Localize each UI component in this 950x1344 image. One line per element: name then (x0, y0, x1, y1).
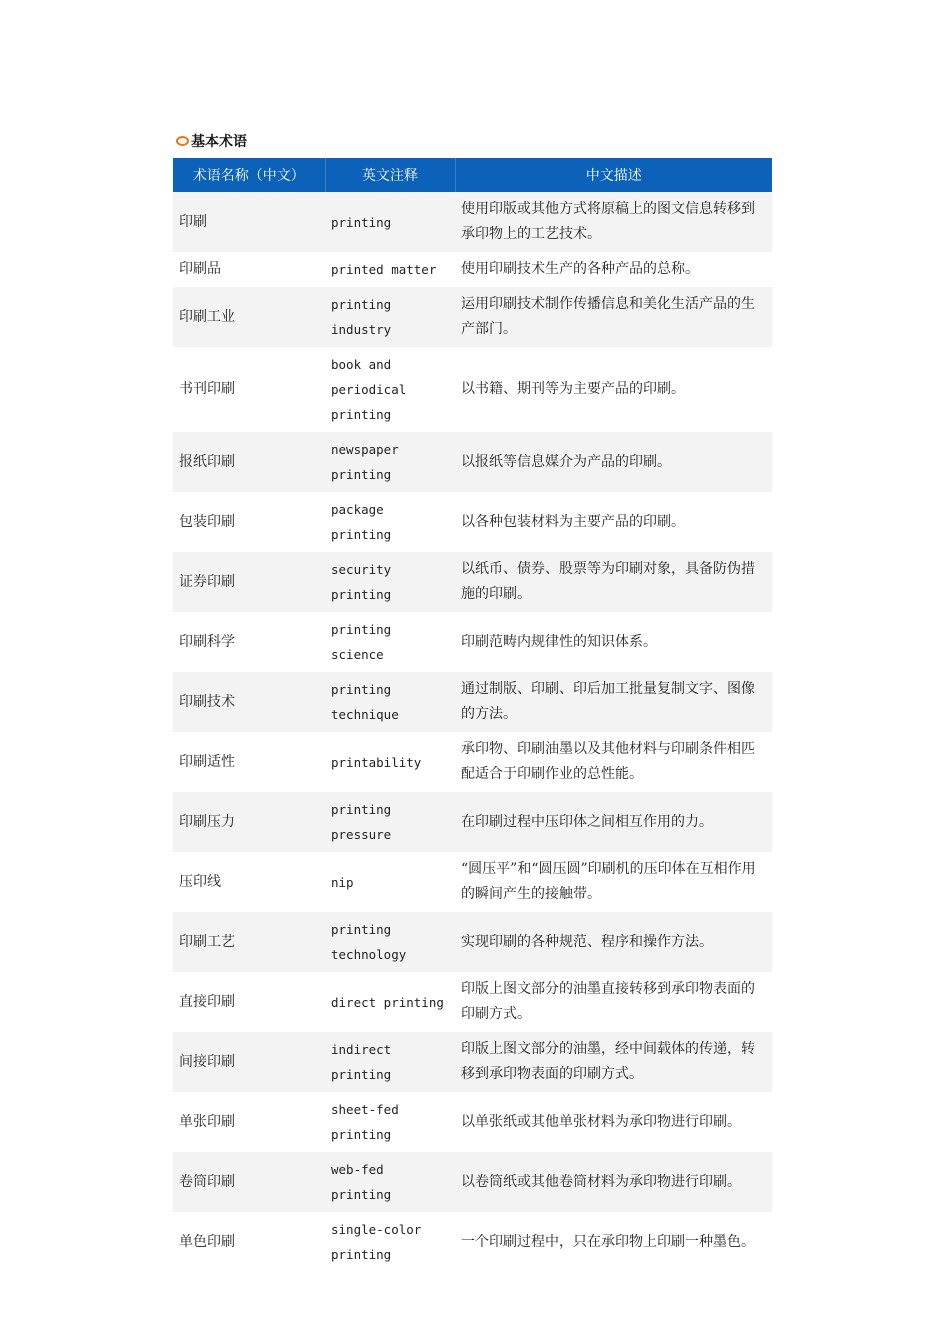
term-cn-cell: 证券印刷 (173, 552, 325, 612)
term-cn-cell: 印刷科学 (173, 612, 325, 672)
orange-ring-icon (176, 136, 189, 146)
term-cn-cell: 印刷技术 (173, 672, 325, 732)
table-row (173, 792, 772, 852)
term-en-cell: single-color printing (325, 1212, 455, 1272)
term-en-cell: book and periodical printing (325, 347, 455, 432)
term-cn-cell: 印刷工业 (173, 287, 325, 347)
term-en-cell: printing science (325, 612, 455, 672)
description-cell: 以各种包装材料为主要产品的印刷。 (455, 492, 772, 552)
table-row (173, 1212, 772, 1272)
description-cell: 运用印刷技术制作传播信息和美化生活产品的生产部门。 (455, 287, 772, 347)
term-en-cell: package printing (325, 492, 455, 552)
term-cn-cell: 报纸印刷 (173, 432, 325, 492)
table-row (173, 252, 772, 287)
header-term-cn: 术语名称（中文） (173, 158, 325, 192)
term-en-cell: direct printing (325, 972, 455, 1032)
description-cell: 以报纸等信息媒介为产品的印刷。 (455, 432, 772, 492)
description-cell: 通过制版、印刷、印后加工批量复制文字、图像的方法。 (455, 672, 772, 732)
table-header-row (173, 158, 772, 192)
term-en-cell: sheet-fed printing (325, 1092, 455, 1152)
description-cell: 以卷筒纸或其他卷筒材料为承印物进行印刷。 (455, 1152, 772, 1212)
header-description: 中文描述 (455, 158, 772, 192)
description-cell: 使用印版或其他方式将原稿上的图文信息转移到承印物上的工艺技术。 (455, 192, 772, 252)
term-en-cell: indirect printing (325, 1032, 455, 1092)
term-en-cell: printing industry (325, 287, 455, 347)
term-cn-cell: 间接印刷 (173, 1032, 325, 1092)
table-row (173, 492, 772, 552)
description-cell: 以纸币、债券、股票等为印刷对象，具备防伪措施的印刷。 (455, 552, 772, 612)
term-cn-cell: 印刷品 (173, 252, 325, 287)
description-cell: 实现印刷的各种规范、程序和操作方法。 (455, 912, 772, 972)
term-cn-cell: 包装印刷 (173, 492, 325, 552)
term-en-cell: printability (325, 732, 455, 792)
table-row (173, 732, 772, 792)
term-en-cell: printing (325, 192, 455, 252)
table-row (173, 552, 772, 612)
term-cn-cell: 印刷适性 (173, 732, 325, 792)
term-cn-cell: 压印线 (173, 852, 325, 912)
description-cell: 使用印刷技术生产的各种产品的总称。 (455, 252, 772, 287)
description-cell: 在印刷过程中压印体之间相互作用的力。 (455, 792, 772, 852)
table-row (173, 972, 772, 1032)
table-row (173, 432, 772, 492)
term-cn-cell: 印刷工艺 (173, 912, 325, 972)
term-en-cell: web-fed printing (325, 1152, 455, 1212)
term-en-cell: printing technology (325, 912, 455, 972)
description-cell: 以书籍、期刊等为主要产品的印刷。 (455, 347, 772, 432)
term-en-cell: printed matter (325, 252, 455, 287)
description-cell: 承印物、印刷油墨以及其他材料与印刷条件相匹配适合于印刷作业的总性能。 (455, 732, 772, 792)
description-cell: 以单张纸或其他单张材料为承印物进行印刷。 (455, 1092, 772, 1152)
table-row (173, 1092, 772, 1152)
header-term-en: 英文注释 (325, 158, 455, 192)
term-cn-cell: 单张印刷 (173, 1092, 325, 1152)
description-cell: 印版上图文部分的油墨，经中间载体的传递，转移到承印物表面的印刷方式。 (455, 1032, 772, 1092)
terms-table (173, 158, 772, 1272)
term-cn-cell: 印刷 (173, 192, 325, 252)
term-en-cell: newspaper printing (325, 432, 455, 492)
term-cn-cell: 印刷压力 (173, 792, 325, 852)
term-cn-cell: 书刊印刷 (173, 347, 325, 432)
table-row (173, 287, 772, 347)
section-title: 基本术语 (191, 134, 247, 150)
table-row (173, 612, 772, 672)
table-row (173, 347, 772, 432)
table-row (173, 852, 772, 912)
term-cn-cell: 单色印刷 (173, 1212, 325, 1272)
term-en-cell: printing technique (325, 672, 455, 732)
description-cell: “圆压平”和“圆压圆”印刷机的压印体在互相作用的瞬间产生的接触带。 (455, 852, 772, 912)
section-heading (176, 131, 247, 151)
term-en-cell: printing pressure (325, 792, 455, 852)
table-row (173, 1032, 772, 1092)
description-cell: 一个印刷过程中，只在承印物上印刷一种墨色。 (455, 1212, 772, 1272)
description-cell: 印刷范畴内规律性的知识体系。 (455, 612, 772, 672)
term-en-cell: nip (325, 852, 455, 912)
term-cn-cell: 卷筒印刷 (173, 1152, 325, 1212)
table-row (173, 672, 772, 732)
table-row (173, 192, 772, 252)
table-row (173, 1152, 772, 1212)
description-cell: 印版上图文部分的油墨直接转移到承印物表面的印刷方式。 (455, 972, 772, 1032)
term-en-cell: security printing (325, 552, 455, 612)
term-cn-cell: 直接印刷 (173, 972, 325, 1032)
table-row (173, 912, 772, 972)
